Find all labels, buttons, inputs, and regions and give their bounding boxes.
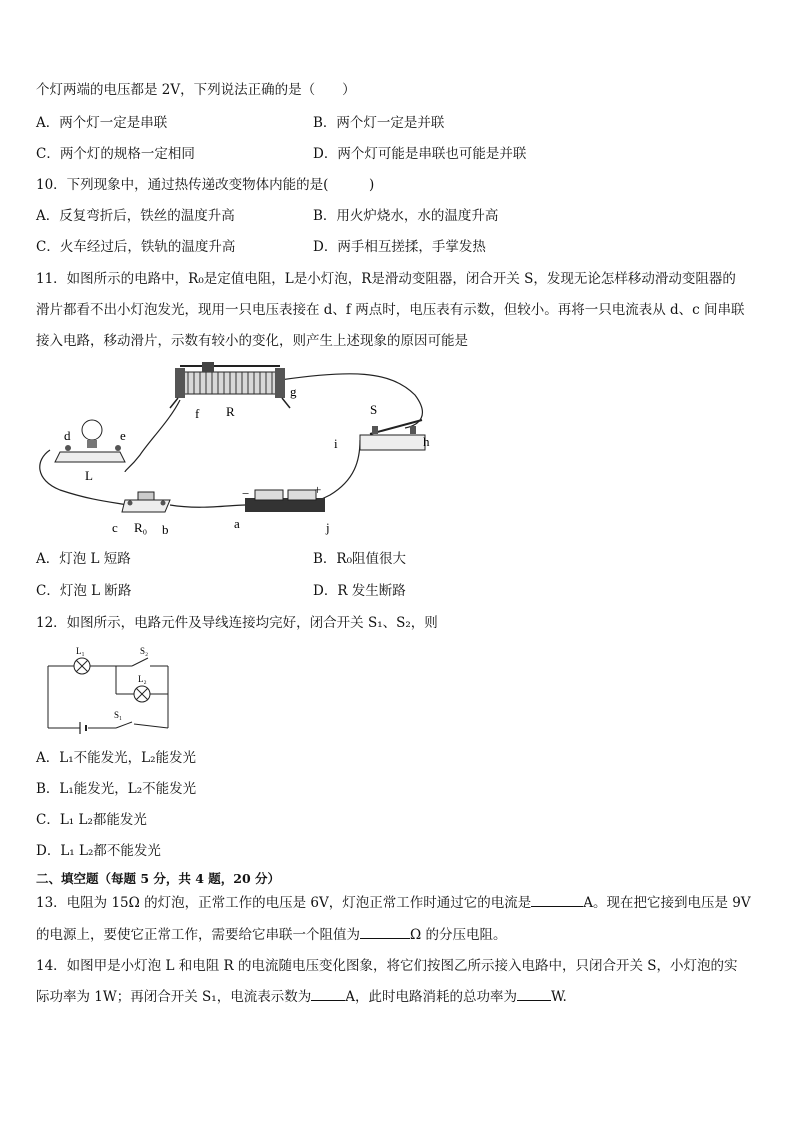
rheostat-R <box>170 362 290 408</box>
q14-text-2a: 际功率为 1W；再闭合开关 S₁，电流表示数为 <box>36 989 312 1005</box>
q9-option-d: D．两个灯可能是串联也可能是并联 <box>313 146 527 162</box>
q13-line-1 <box>36 894 751 912</box>
label-d: d <box>64 428 71 443</box>
label-e: e <box>120 428 126 443</box>
q12-circuit-figure <box>40 642 180 734</box>
q12-option-d: D．L₁ L₂都不能发光 <box>36 843 161 859</box>
battery <box>245 490 325 512</box>
q10-option-c: C．火车经过后，铁轨的温度升高 <box>36 239 236 255</box>
q9-option-b: B．两个灯一定是并联 <box>313 115 445 131</box>
q10-option-b: B．用火炉烧水，水的温度升高 <box>313 208 499 224</box>
q14-blank-current[interactable] <box>311 988 345 1001</box>
label-R0: R₀ <box>134 520 148 535</box>
label-f: f <box>195 406 200 421</box>
q14-text-2c: W. <box>550 989 567 1005</box>
label-S2: S₂ <box>140 646 149 656</box>
q11-stem-line-1: 11．如图所示的电路中，R₀是定值电阻，L是小灯泡，R是滑动变阻器，闭合开关 S，发现无论怎样移动滑动变阻器的 <box>36 271 736 287</box>
q13-text-1a: 13．电阻为 15Ω 的灯泡，正常工作的电压是 6V，灯泡正常工作时通过它的电流是 <box>36 895 532 911</box>
label-minus: − <box>242 486 250 501</box>
q14-text-2b: A，此时电路消耗的总功率为 <box>345 989 517 1005</box>
q12-option-c: C．L₁ L₂都能发光 <box>36 812 147 828</box>
wire-g-h <box>280 374 422 428</box>
label-i: i <box>334 436 338 451</box>
label-L2: L₂ <box>138 674 147 684</box>
label-j: j <box>326 520 330 535</box>
q14-line-2 <box>36 988 567 1006</box>
q9-option-a: A．两个灯一定是串联 <box>36 115 168 131</box>
label-c: c <box>112 520 118 535</box>
q11-stem-line-2: 滑片都看不出小灯泡发光，现用一只电压表接在 d、f 两点时，电压表有示数，但较小。再将一只电流表从 d、c 间串联 <box>36 302 745 318</box>
q9-option-c: C．两个灯的规格一定相同 <box>36 146 195 162</box>
battery-symbol <box>80 722 86 734</box>
label-L: L <box>85 468 93 483</box>
q13-text-1b: A。现在把它接到电压是 9V <box>583 895 751 911</box>
q11-option-d: D．R 发生断路 <box>313 583 406 599</box>
q9-stem: 个灯两端的电压都是 2V，下列说法正确的是（ ） <box>36 82 356 98</box>
q13-text-2b: Ω 的分压电阻。 <box>410 927 507 943</box>
label-plus: + <box>314 482 322 497</box>
section-2-heading: 二、填空题（每题 5 分，共 4 题，20 分） <box>36 871 281 886</box>
q12-stem: 12．如图所示，电路元件及导线连接均完好，闭合开关 S₁、S₂，则 <box>36 615 438 631</box>
resistor-R0 <box>122 492 170 512</box>
q13-line-2 <box>36 926 506 944</box>
q12-option-a: A．L₁不能发光，L₂能发光 <box>36 750 197 766</box>
q13-blank-resistance[interactable] <box>360 926 410 939</box>
q14-blank-power[interactable] <box>517 988 551 1001</box>
q11-option-b: B．R₀阻值很大 <box>313 551 406 567</box>
wire-f-e <box>125 400 180 472</box>
lamp-L1 <box>74 658 90 674</box>
label-S: S <box>370 402 378 417</box>
lamp-L2 <box>134 686 150 702</box>
q13-blank-current[interactable] <box>531 894 583 907</box>
label-L1: L₁ <box>76 646 85 656</box>
q10-stem: 10．下列现象中，通过热传递改变物体内能的是( ) <box>36 177 375 193</box>
q10-option-a: A．反复弯折后，铁丝的温度升高 <box>36 208 235 224</box>
q10-option-d: D．两手相互搓揉，手掌发热 <box>313 239 486 255</box>
label-g: g <box>290 384 297 399</box>
label-a: a <box>234 516 240 531</box>
label-R: R <box>226 404 235 419</box>
wire-b-a <box>170 505 245 507</box>
q13-text-2a: 的电源上，要使它正常工作，需要给它串联一个阻值为 <box>36 927 360 943</box>
q14-line-1: 14．如图甲是小灯泡 L 和电阻 R 的电流随电压变化图象，将它们按图乙所示接入电路中，只闭合开关 S，小灯泡的实 <box>36 958 738 974</box>
q11-option-a: A．灯泡 L 短路 <box>36 551 131 567</box>
q12-option-b: B．L₁能发光，L₂不能发光 <box>36 781 197 797</box>
q11-circuit-figure <box>30 360 450 540</box>
q11-stem-line-3: 接入电路，移动滑片，示数有较小的变化，则产生上述现象的原因可能是 <box>36 333 468 349</box>
label-h: h <box>423 434 430 449</box>
label-S1: S₁ <box>114 710 123 720</box>
label-b: b <box>162 522 169 537</box>
q11-option-c: C．灯泡 L 断路 <box>36 583 132 599</box>
